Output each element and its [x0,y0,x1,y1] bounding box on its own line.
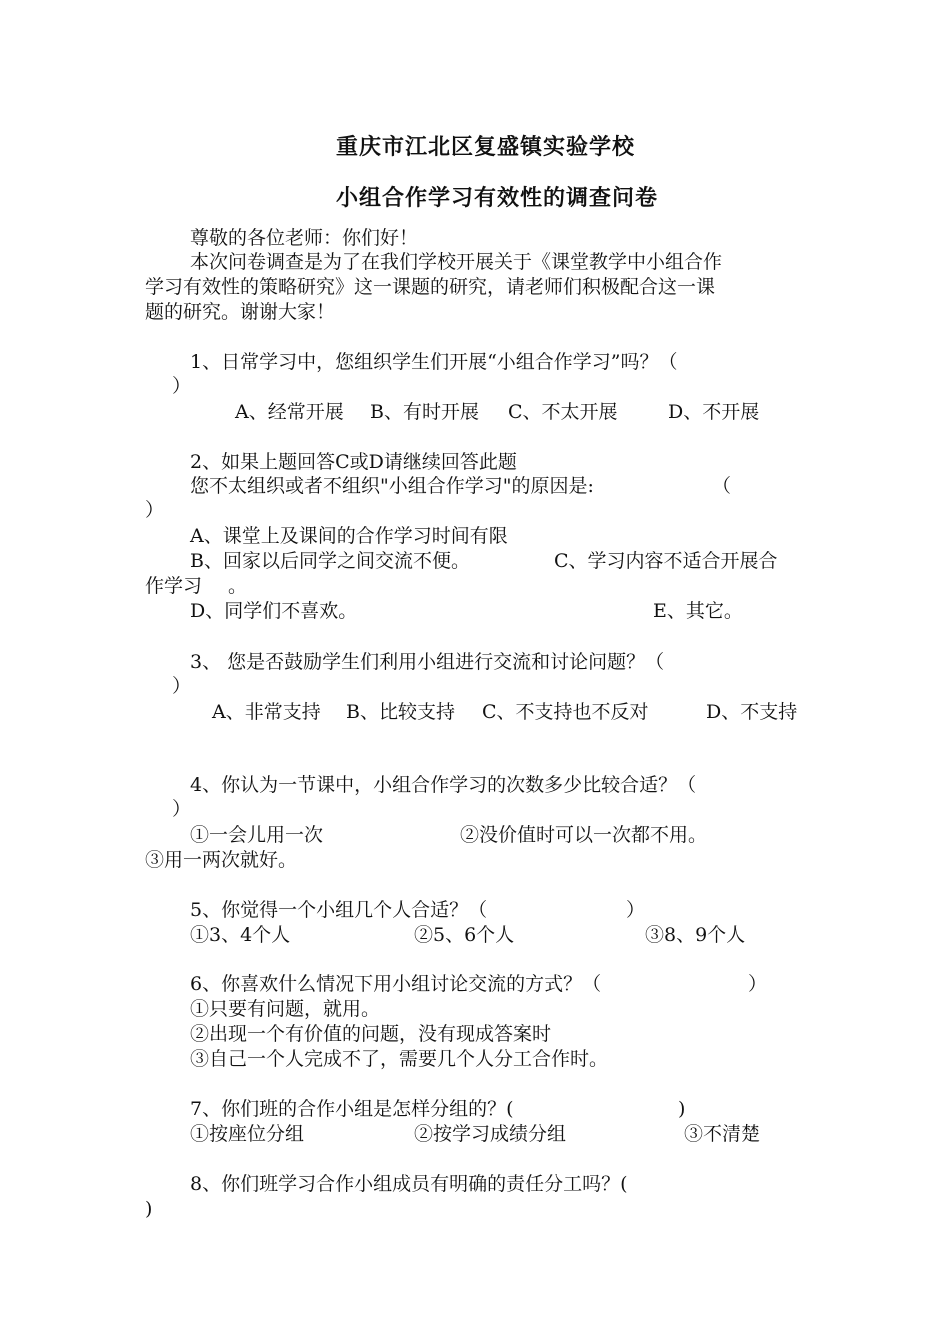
q2-option-c: C、学习内容不适合开展合 [554,550,778,572]
intro-line-1: 本次问卷调查是为了在我们学校开展关于《课堂教学中小组合作 [190,251,723,273]
question-3: 3、 您是否鼓励学生们利用小组进行交流和讨论问题？（ [190,651,665,673]
question-5-close: ） [626,899,646,921]
question-7: 7、你们班的合作小组是怎样分组的？( [190,1098,514,1120]
q1-option-c: C、不太开展 [508,401,618,423]
q7-option-2: ②按学习成绩分组 [414,1123,567,1145]
q3-option-b: B、比较支持 [346,701,455,723]
q2-option-a: A、课堂上及课间的合作学习时间有限 [190,525,508,547]
question-1: 1、日常学习中，您组织学生们开展“小组合作学习”吗？（ [190,351,678,373]
q6-option-3: ③自己一个人完成不了，需要几个人分工合作时。 [190,1048,609,1070]
question-8: 8、你们班学习合作小组成员有明确的责任分工吗？( [190,1173,628,1195]
q3-option-a: A、非常支持 [212,701,321,723]
page-title: 小组合作学习有效性的调查问卷 [336,186,659,211]
greeting: 尊敬的各位老师：你们好！ [190,227,419,249]
q1-option-d: D、不开展 [668,401,760,423]
question-4-close: ） [172,798,192,820]
question-2: 2、如果上题回答C或D请继续回答此题 [190,451,517,473]
question-6-close: ） [748,973,768,995]
q2-option-d: D、同学们不喜欢。 [190,600,358,622]
intro-line-3: 题的研究。谢谢大家！ [145,301,336,323]
q2-option-c-end: 。 [228,575,248,597]
q2-option-e: E、其它。 [653,600,743,622]
q6-option-1: ①只要有问题，就用。 [190,998,381,1020]
intro-line-2: 学习有效性的策略研究》这一课题的研究，请老师们积极配合这一课 [145,276,716,298]
q3-option-c: C、不支持也不反对 [482,701,649,723]
q1-option-a: A、经常开展 [235,401,344,423]
q2-option-b: B、回家以后同学之间交流不便。 [190,550,470,572]
q7-option-1: ①按座位分组 [190,1123,305,1145]
q7-option-3: ③不清楚 [684,1123,761,1145]
q3-option-d: D、不支持 [706,701,798,723]
question-3-close: ） [172,675,192,697]
q4-option-2: ②没价值时可以一次都不用。 [460,824,708,846]
q4-option-3: ③用一两次就好。 [145,849,298,871]
question-6: 6、你喜欢什么情况下用小组讨论交流的方式？（ [190,973,602,995]
question-5: 5、你觉得一个小组几个人合适？（ [190,899,488,921]
question-4: 4、你认为一节课中，小组合作学习的次数多少比较合适？（ [190,774,697,796]
question-2-close: ） [145,499,165,521]
question-7-close: ) [678,1098,686,1120]
q1-option-b: B、有时开展 [370,401,479,423]
q4-option-1: ①一会儿用一次 [190,824,324,846]
q2-option-c-cont: 作学习 [145,575,203,597]
question-1-close: ） [172,375,192,397]
q5-option-3: ③8、9个人 [645,924,746,946]
school-name: 重庆市江北区复盛镇实验学校 [336,135,636,160]
q6-option-2: ②出现一个有价值的问题，没有现成答案时 [190,1023,552,1045]
q5-option-2: ②5、6个人 [414,924,515,946]
question-2-sub: 您不太组织或者不组织"小组合作学习"的原因是: [190,475,594,497]
question-8-close: ) [145,1198,153,1220]
question-2-open: （ [712,475,732,497]
q5-option-1: ①3、4个人 [190,924,291,946]
